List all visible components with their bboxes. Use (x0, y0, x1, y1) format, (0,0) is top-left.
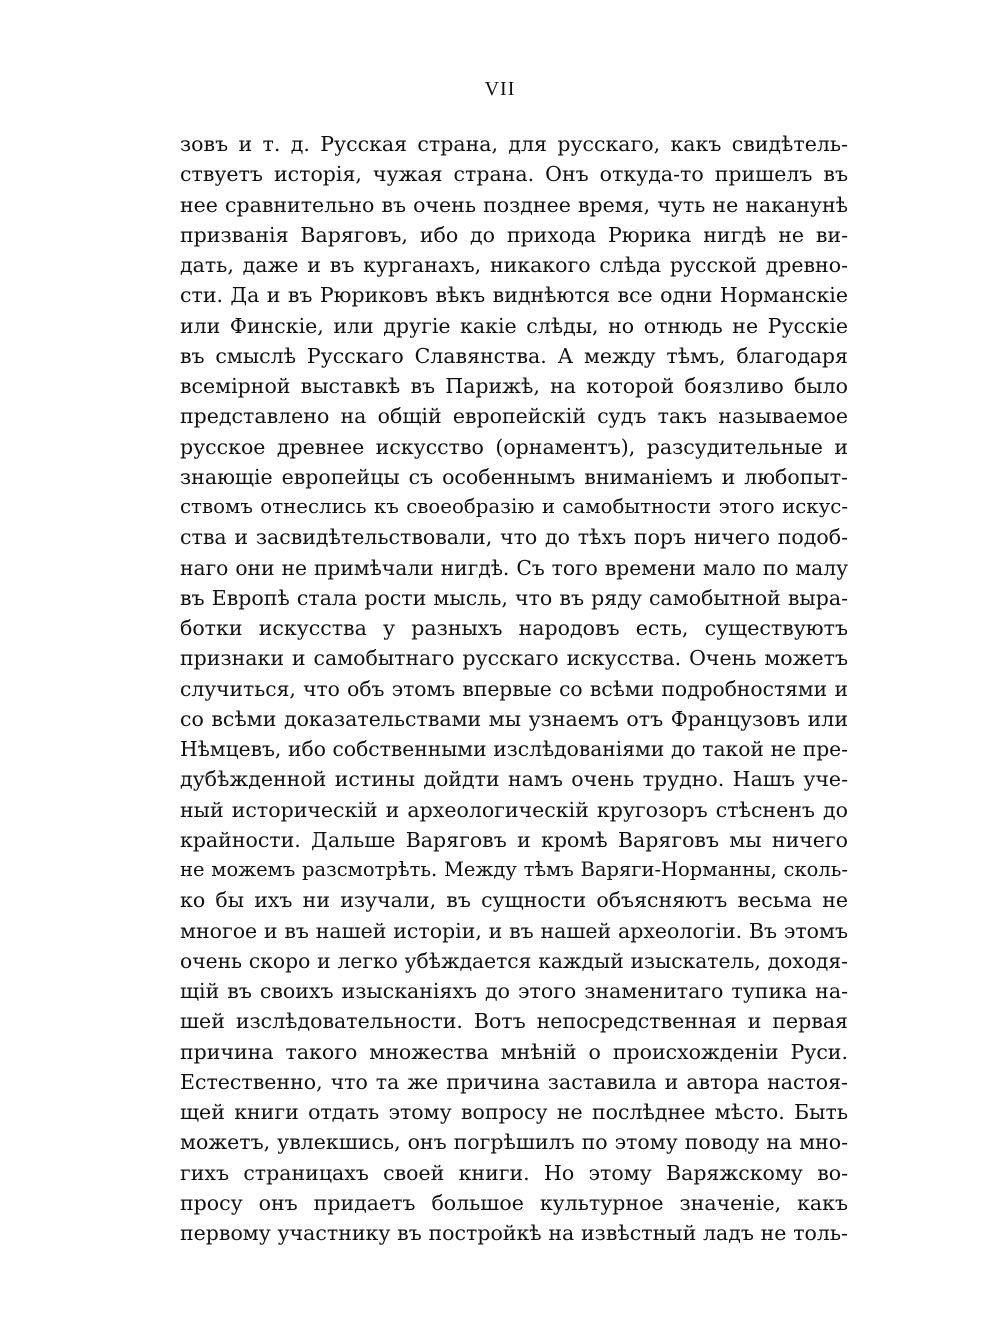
body-text (180, 129, 848, 1248)
text-line: очень скоро и легко убѣждается каждый изыскатель, доходя- (180, 948, 848, 973)
page-number: VII (484, 78, 516, 100)
text-line: первому участнику въ постройкѣ на извѣстный ладъ не толь- (180, 1221, 848, 1245)
text-line: или Финскіе, или другіе какіе слѣды, но отнюдь не Русскіе (180, 313, 848, 338)
text-line: случиться, что объ этомъ впервые со всѣми подробностями и (180, 676, 848, 701)
text-line: дубѣжденной истины дойдти намъ очень трудно. Нашъ уче- (180, 767, 848, 792)
text-line: нее сравнительно въ очень позднее время, чуть не наканунѣ (180, 192, 848, 217)
text-line: крайности. Дальше Варяговъ и кромѣ Варяговъ мы ничего (180, 827, 848, 852)
text-line: дать, даже и въ курганахъ, никакого слѣда русской древно- (180, 253, 848, 277)
text-line: Нѣмцевъ, ибо собственными изслѣдованіями до такой не пре- (180, 737, 848, 761)
text-line: щій въ своихъ изысканіяхъ до этого знаменитаго тупика на- (180, 979, 848, 1003)
text-line: причина такого множества мнѣній о происхожденіи Руси. (180, 1039, 848, 1064)
text-line: не можемъ разсмотрѣть. Между тѣмъ Варяги-Норманны, сколь- (180, 858, 848, 881)
text-line: призванія Варяговъ, ибо до прихода Рюрика нигдѣ не ви- (180, 222, 848, 247)
text-line: ства и засвидѣтельствовали, что до тѣхъ поръ ничего подоб- (180, 525, 848, 550)
text-line: шей изслѣдовательности. Вотъ непосредственная и первая (180, 1009, 848, 1034)
text-line: въ смыслѣ Русскаго Славянства. А между тѣмъ, благодаря (180, 343, 848, 368)
text-line: ствуетъ исторія, чужая страна. Онъ откуда-то пришелъ въ (180, 162, 848, 187)
text-line: сти. Да и въ Рюриковъ вѣкъ виднѣются все одни Норманскіе (180, 283, 848, 308)
text-line: зовъ и т. д. Русская страна, для русскаго, какъ свидѣтель- (180, 132, 848, 156)
text-line: всемірной выставкѣ въ Парижѣ, на которой боязливо было (180, 374, 848, 398)
text-line: знающіе европейцы съ особеннымъ вниманіемъ и любопыт- (180, 464, 848, 489)
text-line: русское древнее искусство (орнаментъ), разсудительные и (180, 434, 848, 459)
text-line: Естественно, что та же причина заставила и автора настоя- (180, 1069, 848, 1094)
text-line: въ Европѣ стала рости мысль, что въ ряду самобытной выра- (180, 585, 848, 610)
text-line: можетъ, увлекшись, онъ погрѣшилъ по этому поводу на мно- (180, 1130, 848, 1155)
text-line: со всѣми доказательствами мы узнаемъ отъ Французовъ или (180, 706, 848, 731)
text-line: представлено на общій европейскій судъ такъ называемое (180, 404, 848, 429)
text-line: ный историческій и археологическій кругозоръ стѣсненъ до (180, 797, 848, 822)
text-line: ботки искусства у разныхъ народовъ есть, существуютъ (180, 616, 848, 640)
text-line: просу онъ придаетъ большое культурное значеніе, какъ (180, 1190, 848, 1215)
text-line: признаки и самобытнаго русскаго искусства. Очень можетъ (180, 646, 848, 671)
text-line: многое и въ нашей исторіи, и въ нашей археологіи. Въ этомъ (180, 918, 848, 943)
text-line: ствомъ отнеслись къ своеобразію и самобытности этого искус- (180, 495, 848, 518)
text-line: щей книги отдать этому вопросу не послѣднее мѣсто. Быть (180, 1100, 848, 1124)
text-line: наго они не примѣчали нигдѣ. Съ того времени мало по малу (180, 555, 848, 580)
text-line: гихъ страницахъ своей книги. Но этому Варяжскому во- (180, 1160, 848, 1185)
text-line: ко бы ихъ ни изучали, въ сущности объясняютъ весьма не (180, 888, 848, 913)
